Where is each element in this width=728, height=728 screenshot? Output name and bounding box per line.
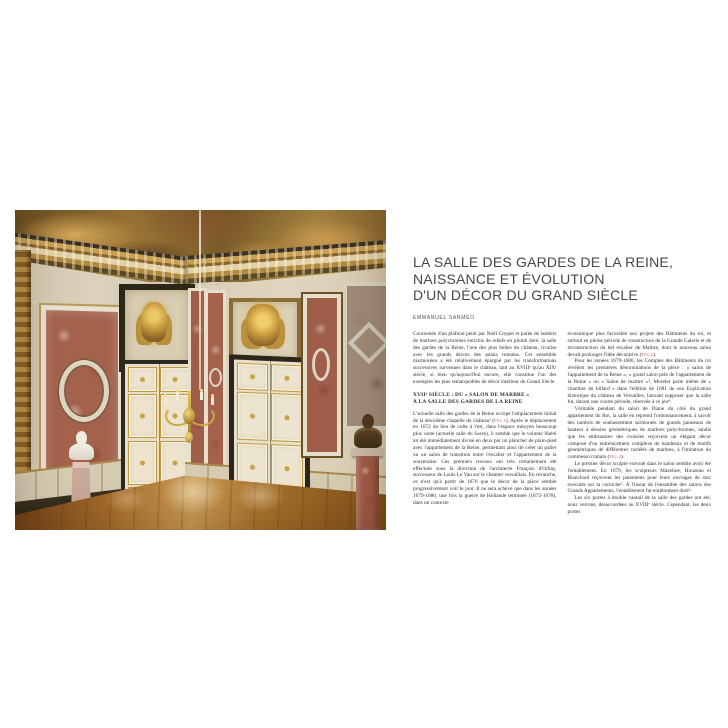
body-paragraph: Véritable pendant du salon de Diane du côté du grand appartement du Roi, la salle en reprend l'ordonnancement, à savoir des lambris de soubassement surmontés de grands panneaux de hauteur à dessins géométriques de marbres polychromes, tandis que les embrasures des croisées reçoivent un élégant décor composé d'un entrelacement complexe de bandeaux et de motifs géométriques de différentes variétés de marbres, à l'imitation du commesso romain (FIG. 4).: [567, 406, 711, 461]
body-paragraph: Les six portes à double vantail de la salle des gardes ont été, nous verrons, désaccordées au XVIIIᵉ siècle. Cependant, les deux portes: [567, 495, 711, 515]
body-paragraph: Le premier décor sculpté exécuté dans le salon semble avoir été l'entablement. En 1679, les sculpteurs Mazeline, Houzeau et Blanchard reçoivent les paiements pour leurs ouvrages de stuc exécutés sur la corniche⁵. À l'instar de l'ensemble des salons des Grands Appartements, l'entablement fut entièrement doré⁶.: [567, 461, 711, 495]
article-author: EMMANUEL SARMÉO: [413, 314, 475, 321]
page-title-line: NAISSANCE ET ÉVOLUTION: [413, 270, 605, 287]
page-title: [413, 254, 711, 304]
body-paragraph: L'actuelle salle des gardes de la Reine occupe l'emplacement initial de la deuxième chapelle du château² (FIG. 1). Après le déplacement en 1672 du lieu de culte à l'est, dans l'espace mitoyen beaucoup plus vaste (actuelle salle du Sacre), il semble que le volume libéré ait été immédiatement divisé en deux par un plancher de plain-pied avec l'appartement de la Reine, permettant ainsi de créer un palier ou un salon de transition entre l'escalier et l'appartement de la souveraine. Ces premiers travaux ont très certainement été effectués sous la direction de l'architecte François d'Orbay, successeur de Louis Le Vau sur le chantier versaillais. En revanche, ce n'est qu'à partir de 1676 que le décor de la pièce semble progressivement voir le jour. Il ne sera achevé que dans les années 1679-1680, une fois la guerre de Hollande terminée (1672-1678), dans un contexte: [413, 410, 557, 506]
body-paragraph: Pour les années 1679-1680, les Comptes des Bâtiments du roi révèlent les premières dénominations de la pièce : « salon de l'appartement de la Reine », « grand salon près de l'appartement de la Reine » ou « Salon de marbre »³. Morelet parle même de « chambre du billard » dans l'édition de 1681 de son Explication historique du château de Versailles, laissant supposer que la salle fut, durant une courte période, réservée à ce jeu⁴.: [567, 358, 711, 406]
page-title-line: D'UN DÉCOR DU GRAND SIÈCLE: [413, 287, 638, 304]
page-title-line: LA SALLE DES GARDES DE LA REINE,: [413, 254, 674, 271]
column-1: [413, 331, 557, 516]
text-columns: [413, 331, 711, 516]
photo-salle-des-gardes: [15, 210, 386, 530]
body-paragraph: économique plus favorable aux projets des Bâtiments du roi, et surtout en pleine période de construction de la Grande Galerie et de reconstruction du bel escalier de Marbre, dont le nouveau salon devait prolonger l'idée décorative (FIG. 2).: [567, 331, 711, 358]
section-heading: XVIIᵉ SIÈCLE : DU « SALON DE MARBRE » À LA SALLE DES GARDES DE LA REINE: [413, 391, 530, 405]
photo-vignette: [15, 210, 386, 530]
body-paragraph: Couronnée d'un plafond peint par Noël Coypel et parée de lambris de marbres polychromes enrichis de reliefs en plomb doré, la salle des gardes de la Reine, l'une des plus belles du château, rivalise avec les grands décors des palais romains. Cet ensemble marmoréen a été relativement épargné par les transformations successives survenues dans le château, tant au XVIIIᵉ qu'au XIXᵉ siècle, si bien qu'aujourd'hui encore, elle constitue l'un des exemples les plus remarquables de décor intérieur du Grand Siècle.: [413, 331, 557, 385]
column-2: [568, 331, 712, 516]
article-page: [413, 245, 711, 515]
